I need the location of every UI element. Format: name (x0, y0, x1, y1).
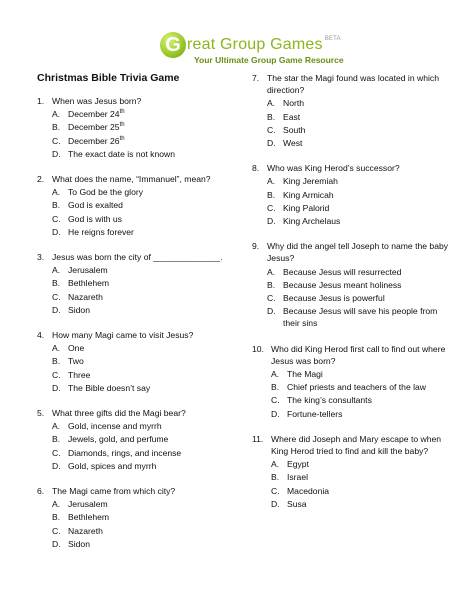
answer-option (267, 124, 452, 136)
option-text: Susa (287, 498, 307, 509)
answer-option (52, 226, 232, 238)
answer-option (52, 199, 232, 211)
questions-left-column (37, 95, 232, 563)
question-item (252, 240, 452, 329)
option-letter: C. (52, 135, 61, 146)
answer-option (52, 135, 232, 147)
option-superscript: th (119, 122, 125, 129)
answer-option (52, 460, 232, 472)
option-text: To God be the glory (68, 187, 144, 198)
option-letter: B. (271, 382, 280, 393)
question-text: How many Magi came to visit Jesus? (52, 330, 194, 341)
option-letter: A. (271, 459, 280, 470)
option-text: God is exalted (68, 200, 123, 211)
option-text: Diamonds, rings, and incense (68, 447, 182, 458)
option-letter: D. (52, 226, 61, 237)
option-letter: B. (267, 279, 276, 290)
answer-option (52, 355, 232, 367)
answer-option (267, 175, 452, 187)
question-text: The star the Magi found was located in which direction? (267, 73, 439, 96)
answer-option (52, 433, 232, 445)
option-text: December 24 (68, 109, 120, 120)
option-letter: C. (52, 213, 61, 224)
option-letter: A. (52, 109, 61, 120)
answer-option (267, 292, 452, 304)
option-text: Jerusalem (68, 265, 108, 276)
answer-option (271, 485, 452, 497)
option-text: East (283, 111, 301, 122)
logo-name-text: reat Group Games (187, 36, 323, 53)
page-title: Christmas Bible Trivia Game (37, 72, 180, 84)
option-text: Bethlehem (68, 512, 110, 523)
answer-option (52, 369, 232, 381)
question-number: 5. (37, 408, 45, 419)
question-number: 10. (252, 343, 264, 354)
question-text: Where did Joseph and Mary escape to when King Herod tried to find and kill the baby? (271, 433, 442, 457)
option-letter: C. (52, 369, 61, 380)
option-letter: B. (271, 472, 280, 483)
option-text: Gold, incense and myrrh (68, 421, 162, 432)
option-text: Sidon (68, 304, 90, 315)
option-text: Jewels, gold, and perfume (68, 434, 169, 445)
question-text: What three gifts did the Magi bear? (52, 408, 186, 419)
option-letter: C. (52, 447, 61, 458)
option-text: The king’s consultants (287, 395, 372, 406)
option-text: Bethlehem (68, 278, 110, 289)
option-superscript: th (119, 135, 125, 142)
option-letter: A. (52, 421, 61, 432)
option-text: Gold, spices and myrrh (68, 460, 157, 471)
option-letter: A. (267, 266, 276, 277)
answer-option (52, 342, 232, 354)
question-number: 4. (37, 330, 45, 341)
questions-right-column (252, 72, 452, 523)
option-text: King Armicah (283, 189, 334, 200)
answer-option (267, 189, 452, 201)
option-text: Because Jesus is powerful (283, 293, 385, 304)
option-text: Fortune-tellers (287, 408, 343, 419)
option-letter: D. (271, 408, 280, 419)
question-number: 1. (37, 96, 45, 106)
answer-option (267, 202, 452, 214)
answer-option (52, 511, 232, 523)
logo-badge-icon: G (160, 32, 186, 58)
option-letter: C. (52, 525, 61, 536)
answer-option (267, 111, 452, 123)
option-text: Macedonia (287, 485, 330, 496)
option-text: The Magi (287, 369, 323, 380)
question-text: Jesus was born the city of ______________. (52, 252, 223, 263)
option-letter: B. (52, 512, 61, 523)
question-number: 8. (252, 163, 260, 174)
answer-option (52, 382, 232, 394)
logo-name (187, 36, 341, 54)
option-text: North (283, 98, 305, 109)
option-letter: C. (267, 202, 276, 213)
answer-option (52, 498, 232, 510)
option-letter: C. (267, 124, 276, 135)
option-text: He reigns forever (68, 226, 134, 237)
question-text: Who did King Herod first call to find out where Jesus was born? (271, 343, 446, 366)
option-letter: A. (52, 265, 61, 276)
option-letter: B. (52, 200, 61, 211)
option-letter: B. (52, 122, 61, 133)
option-text: God is with us (68, 213, 122, 224)
answer-option (52, 538, 232, 550)
option-letter: D. (267, 216, 276, 227)
answer-option (267, 279, 452, 291)
question-text: What does the name, “Immanuel”, mean? (52, 174, 211, 185)
question-text: Why did the angel tell Joseph to name the baby Jesus? (267, 241, 449, 264)
answer-option (52, 291, 232, 303)
option-letter: C. (52, 291, 61, 302)
option-letter: D. (52, 460, 61, 471)
option-letter: A. (52, 499, 61, 510)
answer-option (271, 381, 452, 393)
option-text: Jerusalem (68, 499, 108, 510)
option-letter: B. (267, 111, 276, 122)
option-text: Nazareth (68, 291, 103, 302)
option-letter: B. (267, 189, 276, 200)
option-letter: D. (271, 498, 280, 509)
answer-option (52, 277, 232, 289)
answer-option (52, 264, 232, 276)
question-number: 2. (37, 174, 45, 185)
option-text: South (283, 124, 306, 135)
question-number: 11. (252, 433, 264, 444)
question-item (37, 407, 232, 472)
answer-option (52, 121, 232, 133)
answer-option (52, 108, 232, 120)
answer-option (52, 304, 232, 316)
question-item (252, 162, 452, 227)
option-letter: C. (267, 293, 276, 304)
option-letter: D. (267, 306, 276, 317)
option-letter: A. (52, 187, 61, 198)
option-text: Because Jesus will resurrected (283, 266, 402, 277)
site-logo (160, 30, 344, 70)
answer-option (271, 498, 452, 510)
option-letter: B. (52, 434, 61, 445)
question-number: 3. (37, 252, 45, 263)
option-text: The Bible doesn’t say (68, 382, 151, 393)
question-text: Who was King Herod’s successor? (267, 163, 400, 174)
option-text: Israel (287, 472, 309, 483)
question-text: The Magi came from which city? (52, 486, 176, 497)
option-letter: B. (52, 356, 61, 367)
option-text: Chief priests and teachers of the law (287, 382, 427, 393)
question-item (252, 433, 452, 510)
answer-option (271, 368, 452, 380)
option-text: December 25 (68, 122, 120, 133)
question-number: 6. (37, 486, 45, 497)
option-text: The exact date is not known (68, 148, 176, 159)
logo-beta: BETA (324, 36, 341, 42)
option-text: King Archelaus (283, 216, 341, 227)
option-letter: A. (52, 343, 61, 354)
answer-option (52, 186, 232, 198)
answer-option (271, 458, 452, 470)
answer-option (52, 213, 232, 225)
answer-option (52, 525, 232, 537)
answer-option (52, 420, 232, 432)
option-letter: C. (271, 395, 280, 406)
question-item (37, 329, 232, 394)
option-letter: A. (271, 369, 280, 380)
option-text: King Jeremiah (283, 176, 338, 187)
answer-option (267, 137, 452, 149)
option-letter: D. (52, 538, 61, 549)
option-letter: D. (52, 304, 61, 315)
option-superscript: th (119, 109, 125, 116)
option-letter: C. (271, 485, 280, 496)
option-text: Because Jesus meant holiness (283, 279, 402, 290)
option-letter: D. (267, 138, 276, 149)
option-letter: D. (52, 148, 61, 159)
question-item (252, 72, 452, 149)
answer-option (267, 266, 452, 278)
option-text: Egypt (287, 459, 309, 470)
answer-option (271, 408, 452, 420)
answer-option (267, 305, 452, 329)
answer-option (271, 394, 452, 406)
question-item (37, 95, 232, 160)
question-text: When was Jesus born? (52, 96, 142, 106)
answer-option (267, 215, 452, 227)
option-letter: B. (52, 278, 61, 289)
option-letter: A. (267, 176, 276, 187)
option-text: King Palorid (283, 202, 330, 213)
option-text: December 26 (68, 135, 120, 146)
option-letter: D. (52, 382, 61, 393)
answer-option (271, 471, 452, 483)
question-item (37, 173, 232, 238)
option-text: Because Jesus will save his people from their sins (283, 306, 438, 329)
option-text: West (283, 138, 303, 149)
answer-option (267, 97, 452, 109)
option-letter: A. (267, 98, 276, 109)
question-item (37, 251, 232, 316)
answer-option (52, 148, 232, 160)
logo-tagline: Your Ultimate Group Game Resource (194, 55, 344, 65)
option-text: One (68, 343, 85, 354)
option-text: Sidon (68, 538, 90, 549)
question-number: 9. (252, 241, 260, 252)
option-text: Three (68, 369, 91, 380)
question-item (252, 343, 452, 420)
question-item (37, 485, 232, 550)
option-text: Two (68, 356, 84, 367)
option-text: Nazareth (68, 525, 103, 536)
answer-option (52, 447, 232, 459)
question-number: 7. (252, 73, 260, 83)
